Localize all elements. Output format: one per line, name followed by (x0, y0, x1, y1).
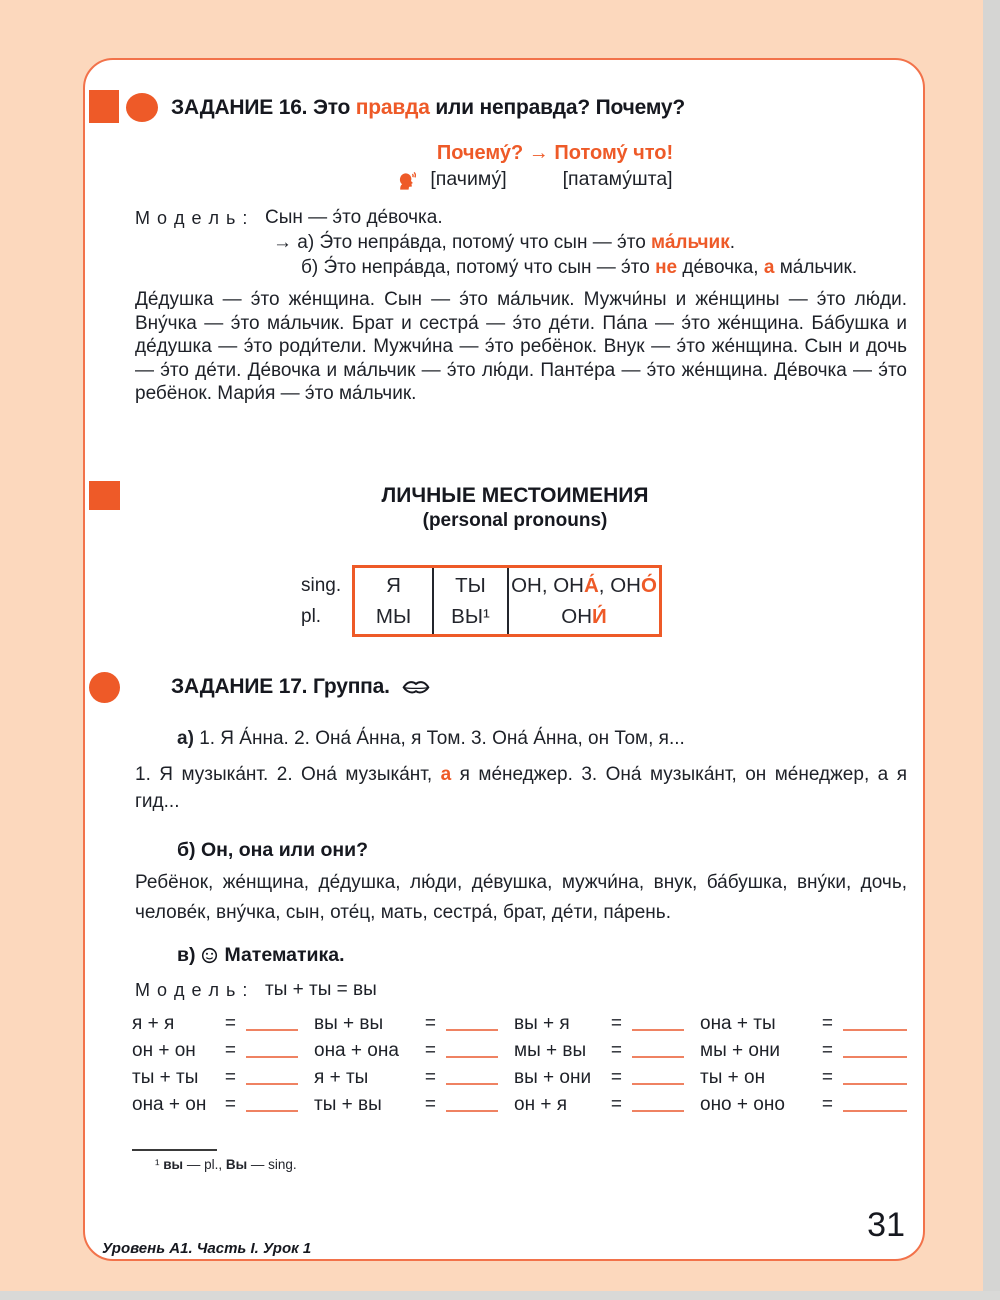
model-label-2: М о д е л ь : (135, 980, 249, 1000)
pronoun-cell: МЫ (375, 605, 412, 628)
model-value-2: ты + ты = вы (265, 979, 377, 1000)
model-label: М о д е л ь : (135, 208, 249, 228)
equation-cell (314, 1064, 514, 1091)
equals-sign: = (224, 1066, 236, 1088)
answer-blank (843, 1016, 907, 1031)
equation-cell (314, 1010, 514, 1037)
speaking-head-icon (397, 170, 416, 190)
equals-sign: = (821, 1012, 833, 1034)
task17-line-music: 1. Я музыка́нт. 2. Она́ музыка́нт, а я ме́неджер. 3. Она́ музыка́нт, он ме́неджер, а я гид... (135, 764, 907, 812)
equation-expression: она + он (132, 1093, 207, 1115)
section-circle-marker (126, 93, 158, 122)
pronoun-table-col-3 (509, 568, 659, 634)
answer-blank (632, 1016, 684, 1031)
answer-blank (446, 1043, 498, 1058)
answer-blank (246, 1043, 298, 1058)
equation-cell (132, 1010, 314, 1037)
task17-header (171, 675, 430, 699)
model-line-2: → а) Э́то непра́вда, потому́ что сын — э́то ма́льчик. (273, 232, 735, 253)
task17-c-prefix: в) (177, 944, 196, 966)
equation-cell (132, 1064, 314, 1091)
task17-line-a: а) 1. Я А́нна. 2. Она́ А́нна, я Том. 3. Она́ А́нна, он Том, я... (177, 728, 685, 749)
footnote-text: ¹ вы — pl., Вы — sing. (155, 1157, 297, 1172)
equation-expression: мы + вы (514, 1039, 587, 1061)
section-circle-marker-2 (89, 672, 120, 703)
equation-expression: она + ты (700, 1012, 776, 1034)
equation-expression: мы + они (700, 1039, 781, 1061)
model-line-1: Сын — э́то де́вочка. (265, 207, 443, 228)
footer-lesson-label: Уровень А1. Часть I. Урок 1 (102, 1240, 312, 1257)
equation-cell (132, 1037, 314, 1064)
equals-sign: = (821, 1093, 833, 1115)
page-card (83, 58, 925, 1261)
equals-sign: = (424, 1066, 436, 1088)
equals-sign: = (424, 1012, 436, 1034)
equation-expression: он + я (514, 1093, 568, 1115)
equals-sign: = (610, 1012, 622, 1034)
equation-expression: вы + вы (314, 1012, 384, 1034)
equation-expression: вы + я (514, 1012, 570, 1034)
equation-cell (514, 1010, 700, 1037)
page-number: 31 (867, 1206, 905, 1244)
equals-sign: = (610, 1093, 622, 1115)
pronoun-table-col-2 (434, 568, 509, 634)
pronouns-title: ЛИЧНЫЕ МЕСТОИМЕНИЯ (381, 484, 649, 507)
pronoun-cell: ТЫ (455, 574, 486, 597)
answer-blank (246, 1016, 298, 1031)
pronoun-table (352, 565, 662, 637)
equation-cell (314, 1091, 514, 1118)
scan-edge-bottom (0, 1291, 1000, 1300)
equation-expression: я + ты (314, 1066, 369, 1088)
task16-title: ЗАДАНИЕ 16. Это правда или неправда? Почему? (171, 96, 686, 119)
equals-sign: = (224, 1039, 236, 1061)
table-row-labels (301, 570, 341, 632)
pronouns-subtitle: (personal pronouns) (422, 510, 608, 531)
equation-cell (514, 1091, 700, 1118)
answer-blank (632, 1097, 684, 1112)
equation-cell (700, 1064, 907, 1091)
pronoun-cell: Я (386, 574, 401, 597)
scan-edge-right (983, 0, 1000, 1300)
equation-expression: ты + ты (132, 1066, 199, 1088)
model-line-3: б) Э́то непра́вда, потому́ что сын — э́то не де́вочка, а ма́льчик. (301, 257, 858, 278)
equation-expression: вы + они (514, 1066, 592, 1088)
pronunciation-2: [патаму́шта] (562, 168, 673, 190)
task16-why-formula: Почему́? → Потому́ что! (436, 142, 674, 164)
answer-blank (246, 1097, 298, 1112)
pronunciation-1: [пачиму́] (430, 168, 507, 190)
equation-cell (700, 1091, 907, 1118)
equals-sign: = (424, 1093, 436, 1115)
smiley-icon (201, 947, 218, 964)
equations-grid (132, 1010, 907, 1118)
answer-blank (446, 1016, 498, 1031)
equation-expression: я + я (132, 1012, 175, 1034)
equation-expression: оно + оно (700, 1093, 785, 1115)
task17-c-title: Математика. (224, 944, 345, 966)
equation-cell (132, 1091, 314, 1118)
equation-expression: она + она (314, 1039, 399, 1061)
lips-icon (402, 680, 430, 695)
equals-sign: = (610, 1066, 622, 1088)
pronoun-cell: ОН, ОНА́, ОНО́ (511, 574, 657, 597)
task16-exercise-paragraph: Де́душка — э́то же́нщина. Сын — э́то ма́льчик. Мужчи́ны и же́нщины — э́то лю́ди. Вну́чка — э́то ма́льчик. Брат и сестра́ — э́то де́ти. Па́па — э́то же́нщина. Ба́бушка и де́душка — э́то роди́тели. Мужчи́на — э́то ребёнок. Внук — э́то же́нщина. Сын и дочь — э́то де́ти. Де́вочка и ма́льчик — э́то лю́ди. Панте́ра — э́то же́нщина. Де́вочка — э́то ребёнок. Мари́я — э́то ма́льчик. (135, 289, 907, 404)
equation-cell (514, 1037, 700, 1064)
equation-expression: он + он (132, 1039, 196, 1061)
equation-cell (314, 1037, 514, 1064)
task17-word-list: Ребёнок, же́нщина, де́душка, лю́ди, де́вушка, мужчи́на, внук, ба́бушка, вну́ки, дочь, челове́к, вну́чка, сын, оте́ц, мать, сестра́, брат, де́ти, па́рень. (135, 872, 907, 923)
row-label-singular: sing. (301, 575, 342, 596)
equals-sign: = (224, 1093, 236, 1115)
answer-blank (843, 1043, 907, 1058)
task16-pronunciation-row (295, 168, 775, 191)
answer-blank (632, 1070, 684, 1085)
answer-blank (843, 1070, 907, 1085)
equals-sign: = (424, 1039, 436, 1061)
answer-blank (246, 1070, 298, 1085)
footnote-rule (132, 1149, 217, 1151)
task17-c-heading (177, 944, 345, 967)
section-square-marker (89, 90, 119, 123)
pronoun-cell: ВЫ¹ (451, 605, 490, 628)
pronoun-table-col-1 (355, 568, 434, 634)
equation-cell (514, 1064, 700, 1091)
equation-expression: ты + вы (314, 1093, 382, 1115)
equation-cell (700, 1037, 907, 1064)
equation-cell (700, 1010, 907, 1037)
equals-sign: = (821, 1039, 833, 1061)
answer-blank (843, 1097, 907, 1112)
task17-b-heading: б) Он, она или они? (177, 839, 369, 861)
row-label-plural: pl. (301, 606, 322, 627)
task17-title: ЗАДАНИЕ 17. Группа. (171, 675, 390, 698)
answer-blank (446, 1070, 498, 1085)
equals-sign: = (821, 1066, 833, 1088)
pronoun-cell: ОНИ́ (561, 605, 607, 628)
answer-blank (446, 1097, 498, 1112)
equals-sign: = (224, 1012, 236, 1034)
equation-expression: ты + он (700, 1066, 766, 1088)
answer-blank (632, 1043, 684, 1058)
equals-sign: = (610, 1039, 622, 1061)
